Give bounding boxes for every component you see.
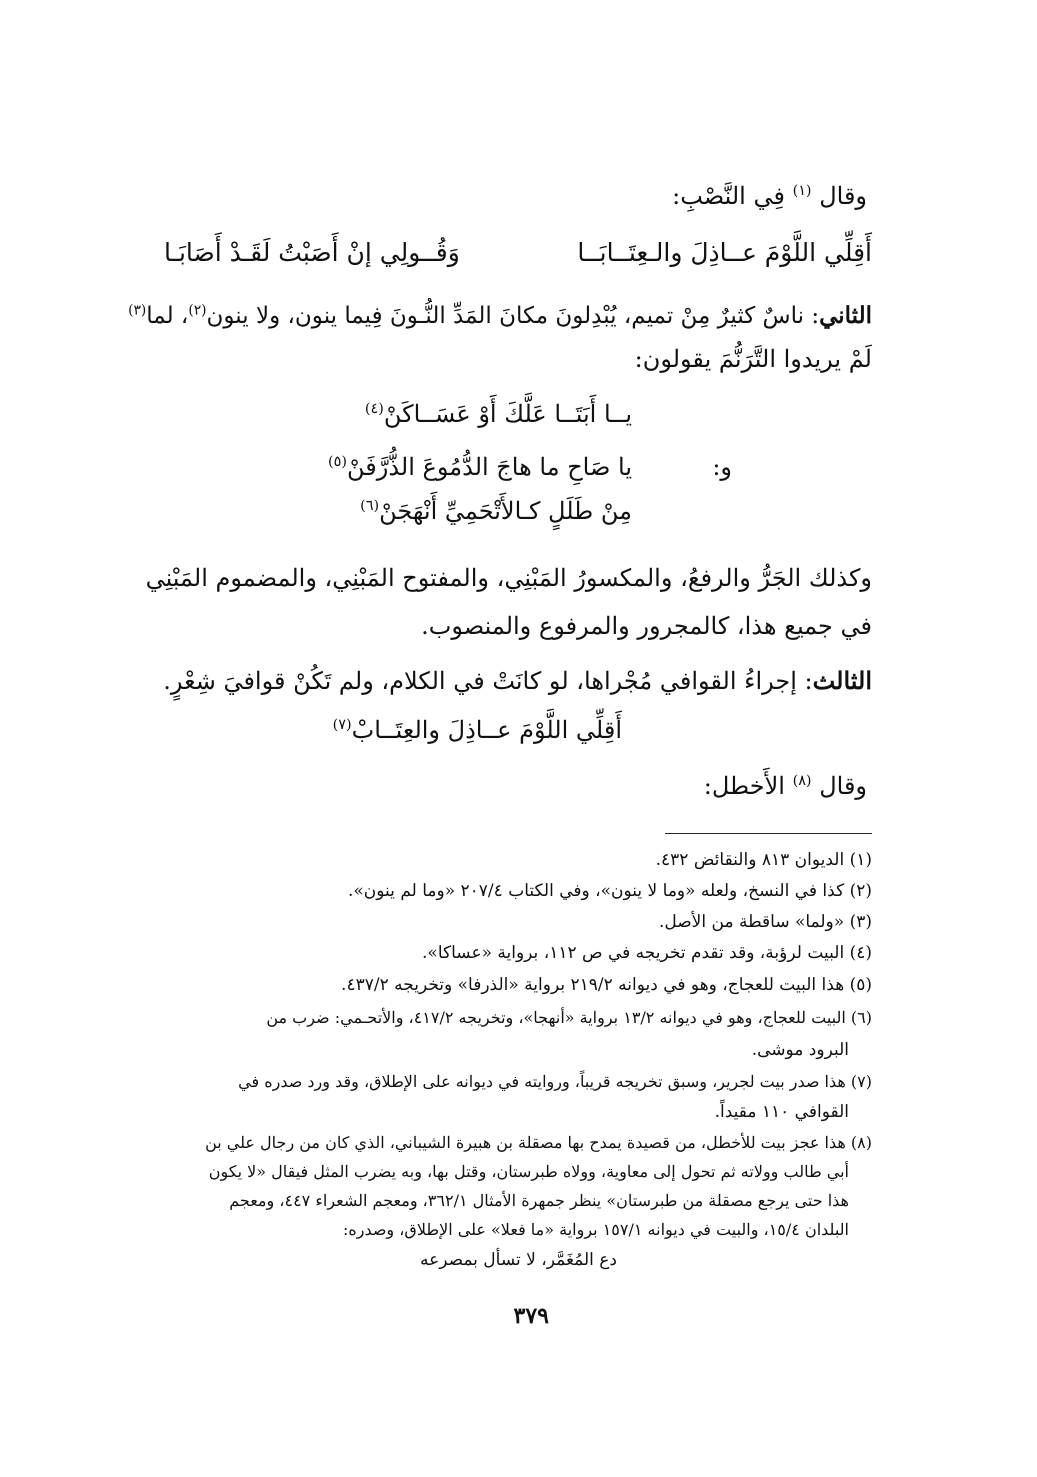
text-segment: الأَخطل: [703, 772, 785, 800]
paragraph-line-5 [146, 564, 872, 592]
footnote-ref-4: (٤) [364, 401, 384, 417]
verse-hemistich-second: وَقُــولِي إنْ أَصَبْتُ لَقَـدْ أَصَابَـا [164, 238, 460, 267]
footnote-8-line-2: أبي طالب وولاته ثم تحول إلى معاوية، وولاه طبرستان، وقتل بها، وبه يضرب المثل فيقال «لا يكون [208, 1162, 849, 1181]
footnote-ref-8: (٨) [792, 773, 812, 789]
quote-line-1 [365, 400, 632, 428]
intro-line-8 [704, 772, 867, 800]
footnote-8-line-1: (٨) هذا عجز بيت للأخطل، من قصيدة يمدح بها مصقلة بن هبيرة الشيباني، الذي كان من رجال علي بن [205, 1133, 872, 1152]
section-label-second: الثاني [819, 302, 872, 329]
verse-couplet-1 [164, 238, 872, 267]
text-segment: ، لما [146, 303, 189, 329]
verse-hemistich-first: أَقِلِّي اللَّوْمَ عــاذِلَ والـعِتَــابَــا [577, 238, 872, 267]
paragraph-third-line [163, 666, 872, 695]
footnote-ref-2: (٢) [188, 302, 207, 319]
intro-line-1 [672, 182, 867, 210]
verse-text: مِنْ طَلَلٍ كـالأَتْحَمِيِّ أَنْهَجَنْ [379, 497, 632, 525]
footnote-7-line-2: القوافي ١١٠ مقيداً. [714, 1102, 849, 1122]
footnote-ref-1: (١) [792, 183, 812, 199]
quote-line-2-prefix [712, 453, 732, 481]
paragraph-second-line-1 [128, 302, 872, 329]
quote-line-2 [328, 453, 632, 481]
footnote-ref-3: (٣) [128, 302, 147, 319]
quote-line-3 [360, 497, 632, 525]
footnote-6-line-2: البرود موشى. [751, 1040, 849, 1060]
verse-text: يا صَاحِ ما هاجَ الدُّمُوعَ الذُّرَّفَنْ [346, 453, 632, 481]
paragraph-second-line-2 [635, 345, 872, 373]
text-segment: في جميع هذا، كالمجرور والمرفوع والمنصوب. [421, 612, 872, 640]
text-segment: وكذلك الجَرُّ والرفعُ، والمكسورُ المَبْنِي، والمفتوح المَبْنِي، والمضموم المَبْنِي [145, 564, 872, 592]
text-segment: : إجراءُ القوافي مُجْراها، لو كانَتْ في الكلام، ولم تَكُنْ قوافيَ شِعْرٍ. [163, 667, 813, 695]
footnote-5: (٥) هذا البيت للعجاج، وهو في ديوانه ٢١٩/٢ برواية «الذرفا» وتخريجه ٤٣٧/٢. [341, 975, 872, 995]
text-segment: : ناسٌ كثيرٌ مِنْ تميم، يُبْدِلونَ مكانَ المَدِّ النُّـونَ فِيما ينون، ولا ينون [206, 303, 820, 329]
footnote-3: (٣) «ولما» ساقطة من الأصل. [658, 912, 872, 932]
footnote-8-line-4: البلدان ١٥/٤، والبيت في ديوانه ١٥٧/١ برواية «ما فعلا» على الإطلاق، وصدره: [342, 1220, 849, 1239]
text-segment: وقال [819, 182, 867, 210]
text-segment: لَمْ يريدوا التَّرَنُّمَ يقولون: [634, 345, 872, 373]
footnote-2: (٢) كذا في النسخ، ولعله «وما لا ينون»، وفي الكتاب ٢٠٧/٤ «وما لم ينون». [347, 881, 872, 901]
footnote-separator [665, 833, 872, 834]
footnote-ref-7: (٧) [332, 717, 352, 733]
paragraph-line-6 [421, 612, 872, 640]
text-segment: فِي النَّصْبِ: [672, 182, 785, 210]
text-segment: و: [712, 453, 732, 481]
verse-text: أَقِلِّي اللَّوْمَ عــاذِلَ والعِتَــابْ [351, 716, 622, 744]
verse-text: يــا أَبَتَــا عَلَّكَ أَوْ عَسَــاكَنْ [383, 400, 632, 428]
quote-line-4 [333, 716, 622, 744]
footnote-6-line-1: (٦) البيت للعجاج، وهو في ديوانه ١٣/٢ برواية «أنهجا»، وتخريجه ٤١٧/٢، والأتحـمي: ضرب من [266, 1008, 872, 1027]
page-number: ٣٧٩ [513, 1303, 549, 1329]
footnote-8-line-3: هذا حتى يرجع مصقلة من طبرستان» ينظر جمهرة الأمثال ٣٦٢/١، ومعجم الشعراء ٤٤٧، ومعجم [229, 1191, 849, 1210]
footnote-7-line-1: (٧) هذا صدر بيت لجرير، وسبق تخريجه قريباً، وروايته في ديوانه على الإطلاق، وقد ورد صدره في [238, 1072, 872, 1091]
footnote-8-verse: دع المُغَمَّر، لا تسأل بمصرعه [419, 1250, 617, 1270]
section-label-third: الثالث [812, 666, 872, 695]
text-segment: وقال [819, 772, 867, 800]
footnote-1: (١) الديوان ٨١٣ والنقائض ٤٣٢. [655, 850, 872, 870]
footnote-ref-5: (٥) [328, 454, 347, 470]
footnote-ref-6: (٦) [360, 498, 380, 514]
footnote-4: (٤) البيت لرؤبة، وقد تقدم تخريجه في ص ١١٢، برواية «عساكا». [422, 943, 872, 963]
